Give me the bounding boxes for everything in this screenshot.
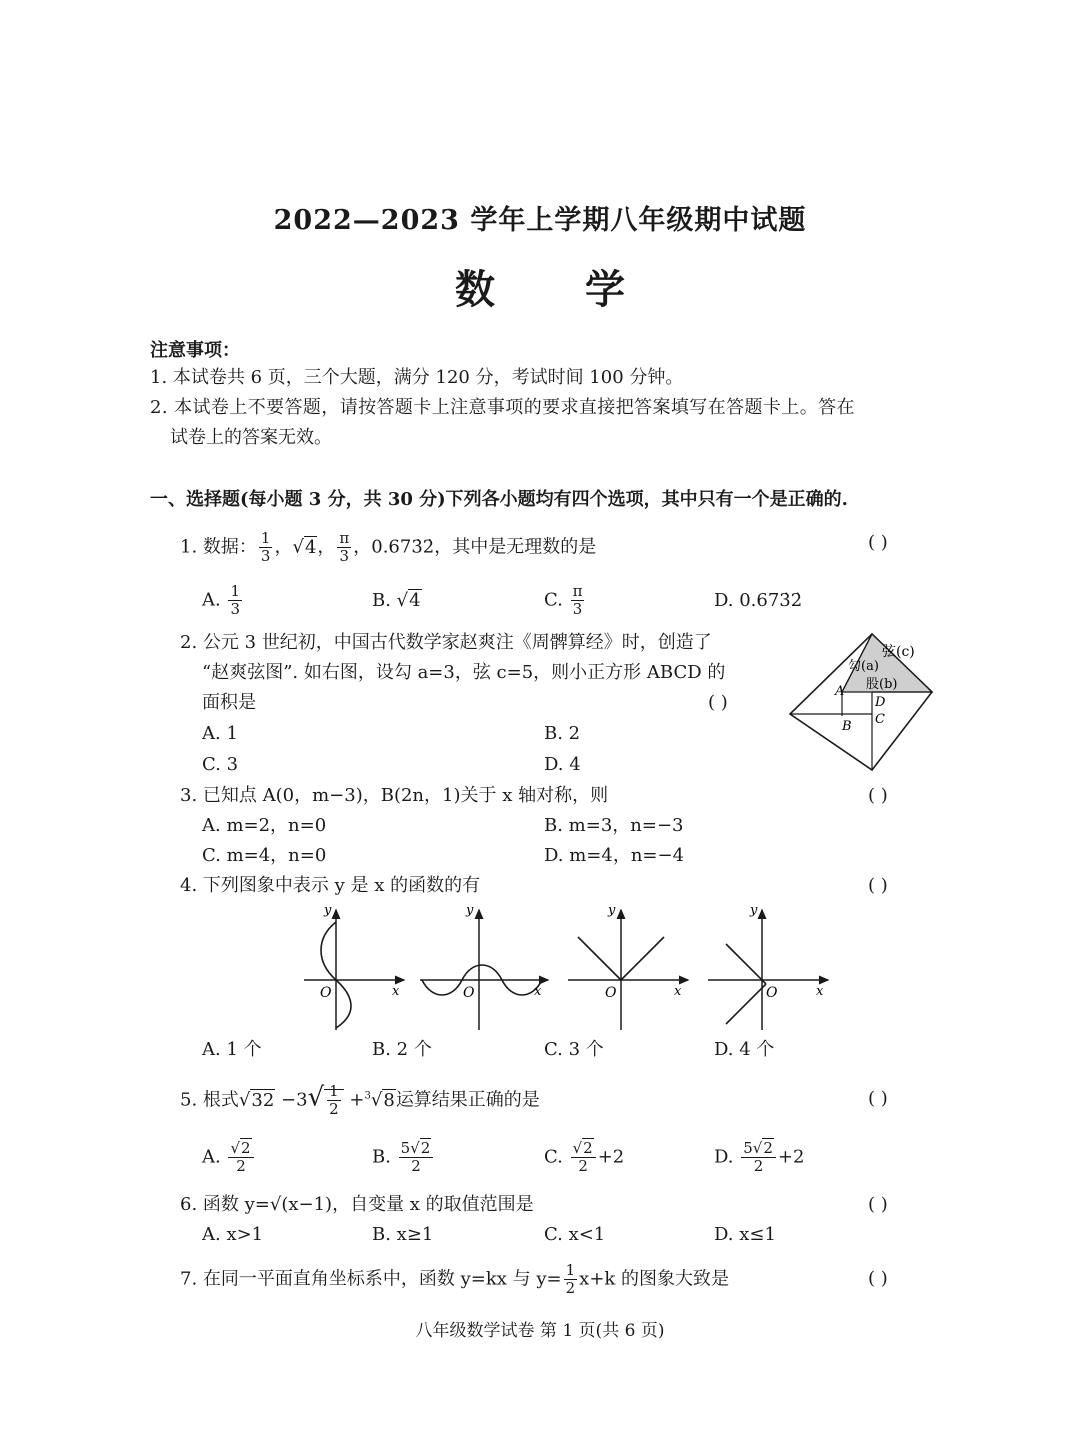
notice-item-2: 2. 本试卷上不要答题，请按答题卡上注意事项的要求直接把答案填写在答题卡上。答在 [150,397,855,418]
q2-option-d: D. 4 [544,754,581,775]
q1-option-c: C. $\frac{\pi}{3}$ [544,582,583,618]
q2-answer-paren: ( ) [708,692,728,713]
q4-graphs [296,900,836,1036]
q3-option-c: C. m=4，n=0 [202,845,327,866]
q7-stem-start: 7. 在同一平面直角坐标系中，函数 y=kx 与 y= [180,1268,562,1290]
graph-d-y-label: y [750,903,758,918]
q1-option-d: D. 0.673̇2̇ [714,590,803,611]
q5-option-b: B. $\frac{5√2}{2}$ [372,1140,435,1175]
q2-line-3: 面积是 [202,692,256,713]
q6-answer-paren: ( ) [868,1194,888,1215]
graph-c-origin: O [605,985,617,1001]
graph-a-origin: O [320,985,332,1001]
q4-option-a: A. 1 个 [202,1039,262,1060]
zhao-shuang-figure [786,630,936,775]
q4-answer-paren: ( ) [868,875,888,896]
graph-d-origin: O [766,985,778,1001]
q2-line-2: “赵爽弦图”. 如右图，设勾 a=3，弦 c=5，则小正方形 ABCD 的 [202,662,726,683]
q7-stem: 7. 在同一平面直角坐标系中，函数 y=kx 与 y= $\frac{1}{2}$ x+k 的图象大致是 [180,1261,730,1297]
q6-option-b: B. x≥1 [372,1224,434,1245]
q4-stem: 4. 下列图象中表示 y 是 x 的函数的有 [180,875,481,896]
q4-option-b: B. 2 个 [372,1039,432,1060]
graph-d [708,903,828,1030]
subject-title: 数学 [455,266,715,313]
label-xian: 弦(c) [882,644,915,660]
q1-option-b: B. √4 [372,590,421,611]
q5-stem: 5. 根式√32 −3√ $\frac{1}{2}$ +$^3$√8运算结果正确的是 [180,1082,540,1118]
q1-number: 1. 数据： [180,536,257,558]
q5-option-a: A. $\frac{√2}{2}$ [202,1140,256,1175]
q5-answer-paren: ( ) [868,1088,888,1109]
q7-stem-end: x+k 的图象大致是 [579,1268,730,1290]
q6-option-c: C. x<1 [544,1224,606,1245]
graph-c-y-label: y [608,903,616,918]
label-a: A [835,684,845,699]
question-1-stem: 1. 数据： $\frac{1}{3}$ ，√4， $\frac{\pi}{3}$ ，0.673̇2̇，其中是无理数的是 [180,529,597,565]
q3-option-d: D. m=4，n=−4 [544,845,685,866]
graph-b [420,903,548,1030]
page-footer: 八年级数学试卷 第 1 页(共 6 页) [415,1321,665,1341]
q2-option-a: A. 1 [202,723,238,744]
graph-a [304,903,404,1030]
q1-item-2: 4 [304,536,317,558]
label-b: B [842,719,852,734]
label-gou: 勾(a) [848,659,879,674]
graph-c-x-label: x [674,984,682,999]
exam-title: 2022—2023 学年上学期八年级期中试题 [273,205,807,236]
q2-option-c: C. 3 [202,754,239,775]
q5-stem-end: 运算结果正确的是 [395,1089,540,1111]
q4-option-d: D. 4 个 [714,1039,775,1060]
q6-option-d: D. x≤1 [714,1224,776,1245]
section-heading: 一、选择题(每小题 3 分，共 30 分)下列各小题均有四个选项，其中只有一个是正确的. [150,489,848,510]
notice-item-2-cont: 试卷上的答案无效。 [170,427,332,448]
q5-prefix: 5. 根式 [180,1089,239,1111]
q1-item-1: $\frac{1}{3}$ [260,529,271,565]
q2-option-b: B. 2 [544,723,581,744]
q4-option-c: C. 3 个 [544,1039,604,1060]
graph-c [568,903,688,1030]
q1-answer-paren: ( ) [868,532,888,553]
graph-b-x-label: x [534,984,542,999]
label-c: C [875,712,885,727]
q7-answer-paren: ( ) [868,1268,888,1289]
notice-item-1: 1. 本试卷共 6 页，三个大题，满分 120 分，考试时间 100 分钟。 [150,367,684,388]
graph-d-x-label: x [816,984,824,999]
q5-option-c: C. $\frac{√2}{2}$ +2 [544,1139,625,1175]
q3-option-b: B. m=3，n=−3 [544,815,684,836]
graph-a-x-label: x [392,984,400,999]
q3-option-a: A. m=2，n=0 [202,815,327,836]
graph-b-origin: O [463,985,475,1001]
q1-option-a: A. $\frac{1}{3}$ [202,582,240,618]
q3-answer-paren: ( ) [868,785,888,806]
q5-option-d: D. $\frac{5√2}{2}$ +2 [714,1139,805,1175]
q1-stem-end: ，其中是无理数的是 [434,536,597,558]
q6-stem: 6. 函数 y=√(x−1)，自变量 x 的取值范围是 [180,1194,534,1215]
graph-b-y-label: y [466,903,474,918]
q6-option-a: A. x>1 [202,1224,264,1245]
label-d: D [875,695,886,710]
q1-item-3: $\frac{\pi}{3}$ [339,529,350,565]
label-gu: 股(b) [866,677,898,692]
q2-line-1: 2. 公元 3 世纪初，中国古代数学家赵爽注《周髀算经》时，创造了 [180,632,712,653]
notice-heading: 注意事项： [150,340,240,361]
graph-a-y-label: y [324,903,332,918]
q3-stem: 3. 已知点 A(0，m−3)，B(2n，1)关于 x 轴对称，则 [180,785,609,806]
